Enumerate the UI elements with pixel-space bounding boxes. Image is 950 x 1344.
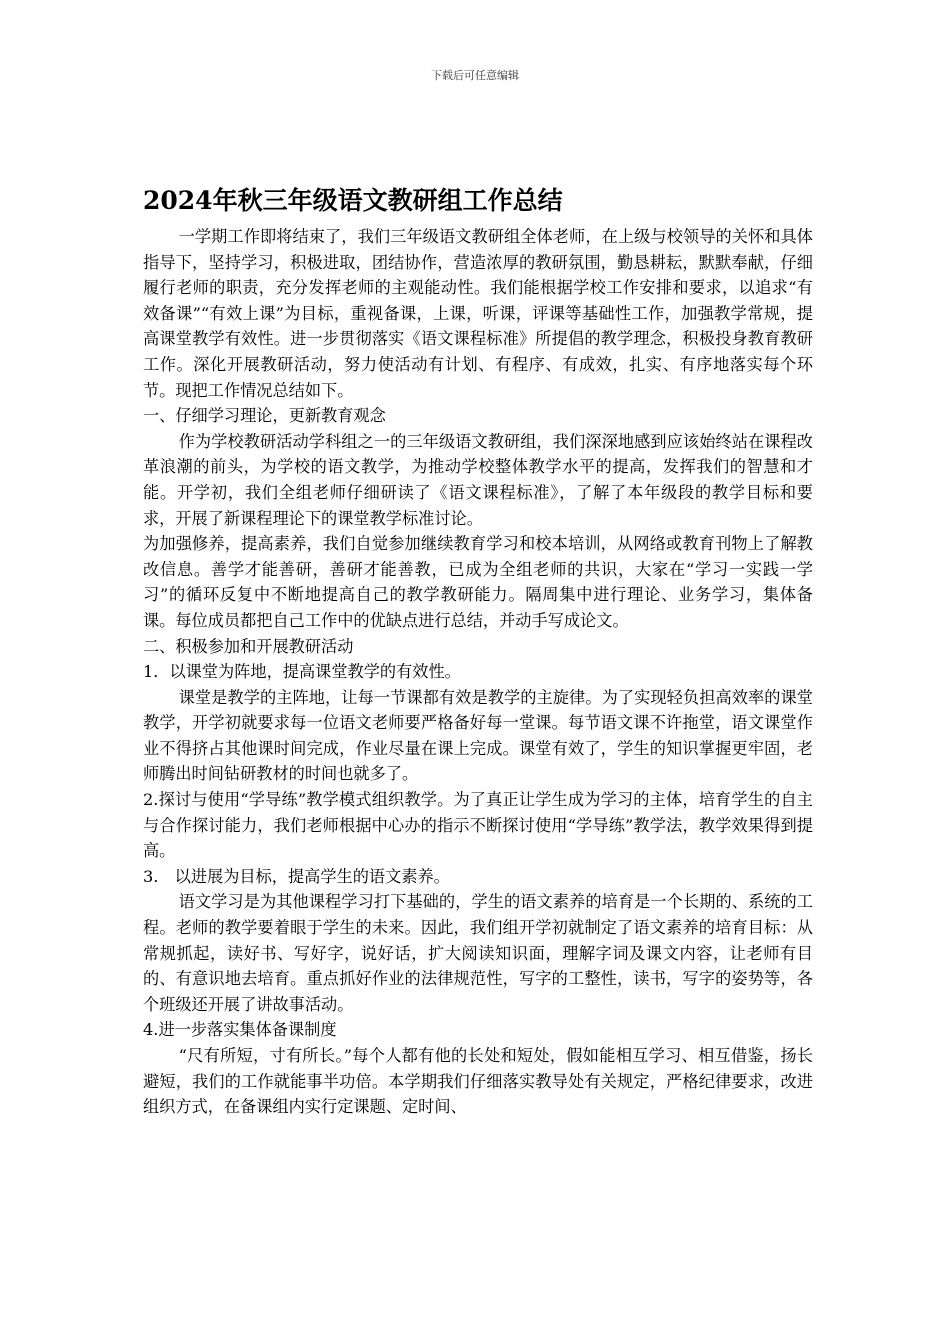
header-note: 下载后可任意编辑 [431,69,519,82]
paragraph: 为加强修养，提高素养，我们自觉参加继续教育学习和校本培训，从网络或教育刊物上了解教改信息。善学才能善研，善研才能善教，已成为全组老师的共识，大家在“学习一实践一学习”的循环反复中不断地提高自己的教学教研能力。隔周集中进行理论、业务学习，集体备课。每位成员都把自己工作中的优缺点进行总结，并动手写成论文。 [143,534,813,630]
paragraph-intro: 一学期工作即将结束了，我们三年级语文教研组全体老师，在上级与校领导的关怀和具体指导下，坚持学习，积极进取，团结协作，营造浓厚的教研氛围，勤恳耕耘，默默奉献，仔细履行老师的职责，充分发挥老师的主观能动性。我们能根据学校工作安排和要求，以追求“有效备课”“有效上课”为目标，重视备课，上课，听课，评课等基础性工作，加强教学常规，提高课堂教学有效性。进一步贯彻落实《语文课程标准》所提倡的教学理念，积极投身教育教研工作。深化开展教研活动，努力使活动有计划、有程序、有成效，扎实、有序地落实每个环节。现把工作情况总结如下。 [143,227,813,400]
list-item-3: 3. 以进展为目标，提高学生的语文素养。 [143,866,450,886]
list-item-2: 2.探讨与使用“学导练”教学模式组织教学。为了真正让学生成为学习的主体，培育学生的自主与合作探讨能力，我们老师根据中心办的指示不断探讨使用“学导练”教学法，教学效果得到提高。 [143,790,813,861]
document-body [143,224,813,1120]
paragraph: “尺有所短，寸有所长。”每个人都有他的长处和短处，假如能相互学习、相互借鉴，扬长避短，我们的工作就能事半功倍。本学期我们仔细落实教导处有关规定，严格纪律要求，改进组织方式，在备课组内实行定课题、定时间、 [143,1046,813,1117]
paragraph: 课堂是教学的主阵地，让每一节课都有效是教学的主旋律。为了实现轻负担高效率的课堂教学，开学初就要求每一位语文老师要严格备好每一堂课。每节语文课不许拖堂，语文课堂作业不得挤占其他课时间完成，作业尽量在课上完成。课堂有效了，学生的知识掌握更牢固，老师腾出时间钻研教材的时间也就多了。 [143,687,813,784]
paragraph: 作为学校教研活动学科组之一的三年级语文教研组，我们深深地感到应该始终站在课程改革浪潮的前头，为学校的语文教学，为推动学校整体教学水平的提高，发挥我们的智慧和才能。开学初，我们全组老师仔细研读了《语文课程标准》，了解了本年级段的教学目标和要求，开展了新课程理论下的课堂教学标准讨论。 [143,431,813,528]
paragraph: 语文学习是为其他课程学习打下基础的，学生的语文素养的培育是一个长期的、系统的工程。老师的教学要着眼于学生的未来。因此，我们组开学初就制定了语文素养的培育目标：从常规抓起，读好书、写好字，说好话，扩大阅读知识面，理解字词及课文内容，让老师有目的、有意识地去培育。重点抓好作业的法律规范性，写字的工整性，读书，写字的姿势等，各个班级还开展了讲故事活动。 [143,892,813,1014]
list-item-1: 1．以课堂为阵地，提高课堂教学的有效性。 [143,662,461,682]
document-title: 2024年秋三年级语文教研组工作总结 [143,186,563,215]
list-item-4: 4.进一步落实集体备课制度 [143,1020,337,1040]
section-heading-2: 二、积极参加和开展教研活动 [143,636,354,656]
section-heading-1: 一、仔细学习理论，更新教育观念 [143,406,386,426]
